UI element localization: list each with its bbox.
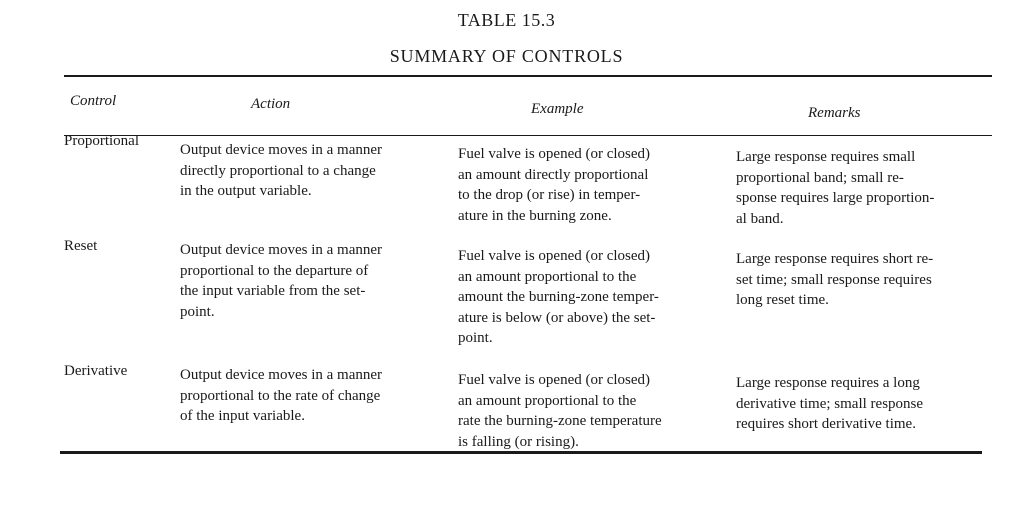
- header-control: Control: [70, 93, 117, 109]
- cell-control: Proportional: [64, 133, 139, 149]
- cell-action: Output device moves in a manner proportional to the departure of the input variable from the set- point.: [180, 242, 383, 320]
- header-remarks: Remarks: [808, 105, 861, 121]
- cell-example: Fuel valve is opened (or closed) an amount directly proportional to the drop (or rise) in temper- ature in the burning zone.: [458, 146, 651, 224]
- header-action: Action: [251, 96, 291, 112]
- cell-remarks: Large response requires small proportional band; small re- sponse requires large proportion- al band.: [736, 149, 935, 227]
- table-number: TABLE 15.3: [457, 10, 556, 30]
- cell-remarks: Large response requires short re- set time; small response requires long reset time.: [736, 251, 934, 308]
- cell-action: Output device moves in a manner proportional to the rate of change of the input variable.: [180, 367, 383, 424]
- cell-example: Fuel valve is opened (or closed) an amount proportional to the amount the burning-zone temper- ature is below (or above) the set- point.: [458, 248, 659, 346]
- cell-action: Output device moves in a manner directly proportional to a change in the output variable.: [180, 142, 383, 199]
- top-rule: [64, 75, 992, 77]
- cell-control: Derivative: [64, 363, 128, 379]
- bottom-rule: [60, 451, 982, 454]
- header-example: Example: [531, 101, 584, 117]
- cell-remarks: Large response requires a long derivative time; small response requires short derivative time.: [736, 375, 924, 432]
- cell-control: Reset: [64, 238, 98, 254]
- cell-example: Fuel valve is opened (or closed) an amount proportional to the rate the burning-zone temperature is falling (or rising).: [458, 372, 662, 450]
- table-title: SUMMARY OF CONTROLS: [389, 46, 624, 66]
- header-rule: [64, 135, 992, 136]
